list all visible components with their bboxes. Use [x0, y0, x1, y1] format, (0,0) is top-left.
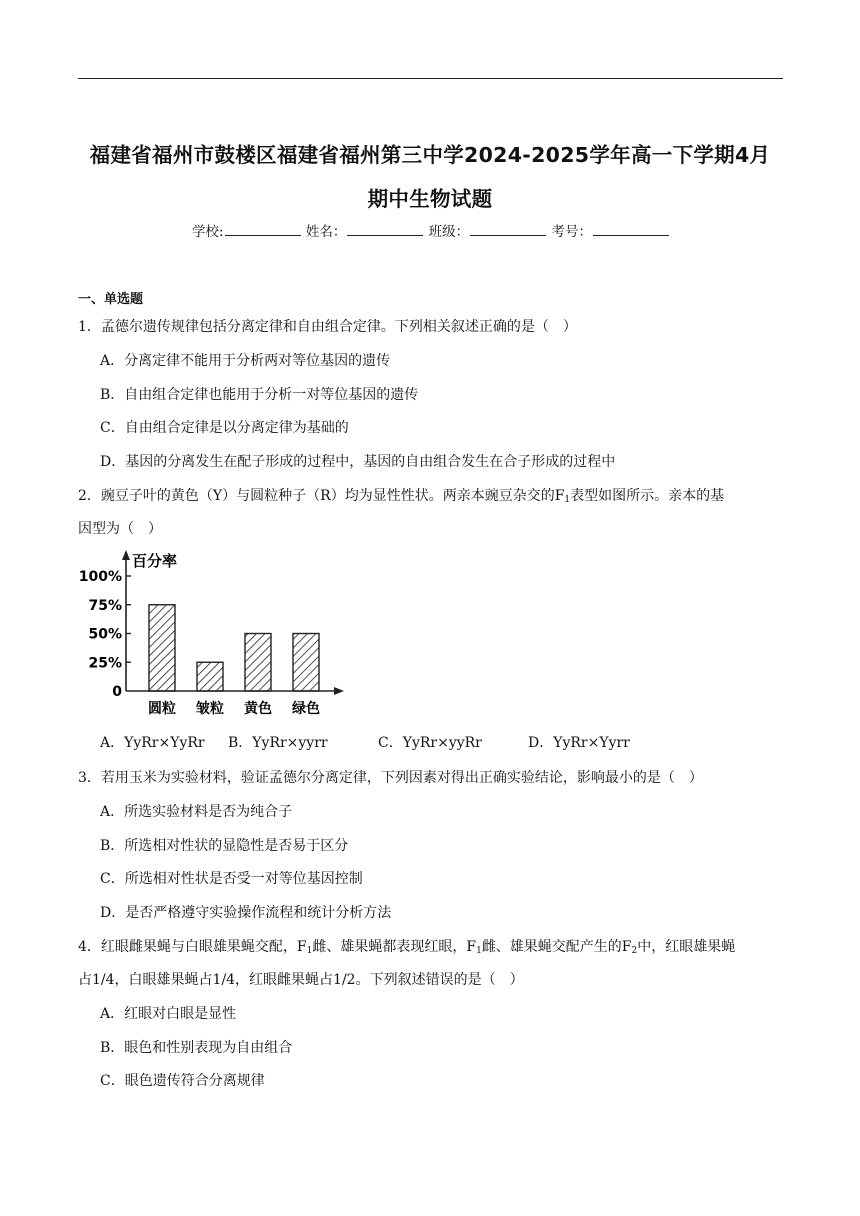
q4-subscript-1a: 1 — [306, 946, 313, 956]
q1-option-d: D．基因的分离发生在配子形成的过程中，基因的自由组合发生在合子形成的过程中 — [100, 454, 616, 470]
q3-option-d: D．是否严格遵守实验操作流程和统计分析方法 — [100, 905, 392, 921]
page-title-line2: 期中生物试题 — [367, 187, 493, 211]
class-blank[interactable] — [470, 222, 546, 236]
q4-stem-part4: 中，红眼雄果蝇 — [637, 939, 736, 955]
q4-stem-part2: 雌、雄果蝇都表现红眼，F — [312, 939, 477, 955]
q1-stem: 1．孟德尔遗传规律包括分离定律和自由组合定律。下列相关叙述正确的是（ ） — [78, 319, 577, 335]
bar-chart — [70, 548, 360, 723]
x-category-label: 皱粒 — [196, 701, 224, 717]
y-tick-label: 0 — [112, 684, 122, 700]
student-info-row — [0, 220, 860, 240]
y-tick-label: 50% — [88, 626, 122, 643]
name-blank[interactable] — [347, 222, 423, 236]
q4-option-a: A．红眼对白眼是显性 — [100, 1006, 237, 1022]
name-label: 姓名： — [305, 224, 347, 240]
school-blank[interactable] — [225, 222, 301, 236]
q2-option-d: D．YyRr×Yyrr — [528, 735, 630, 751]
exam-number-label: 考号： — [551, 224, 592, 240]
q2-stem-line2: 因型为（ ） — [78, 521, 162, 537]
q3-option-b: B．所选相对性状的显隐性是否易于区分 — [100, 838, 349, 854]
bar-绿色 — [293, 634, 319, 692]
x-category-label: 黄色 — [244, 701, 272, 717]
page-title-line1: 福建省福州市鼓楼区福建省福州第三中学2024-2025学年高一下学期4月 — [89, 143, 771, 167]
exam-number-blank[interactable] — [593, 222, 669, 236]
section-title: 一、单选题 — [78, 292, 144, 307]
q4-subscript-2: 2 — [631, 946, 638, 956]
bar-黄色 — [245, 634, 271, 692]
q4-stem-part3: 雌、雄果蝇交配产生的F — [481, 939, 632, 955]
x-category-label: 绿色 — [292, 701, 320, 717]
q3-stem: 3．若用玉米为实验材料，验证孟德尔分离定律，下列因素对得出正确实验结论，影响最小的是（ ） — [78, 770, 703, 786]
q1-option-c: C．自由组合定律是以分离定律为基础的 — [100, 420, 349, 436]
q1-option-a: A．分离定律不能用于分析两对等位基因的遗传 — [100, 353, 391, 369]
q4-stem-line2: 占1/4，白眼雄果蝇占1/4，红眼雌果蝇占1/2。下列叙述错误的是（ ） — [78, 972, 524, 988]
q2-option-b: B．YyRr×yyrr — [228, 735, 328, 751]
q4-stem-part1: 4．红眼雌果蝇与白眼雄果蝇交配，F — [78, 939, 307, 955]
q2-option-c: C．YyRr×yyRr — [378, 735, 482, 751]
y-tick-label: 25% — [88, 655, 122, 672]
q3-option-c: C．所选相对性状是否受一对等位基因控制 — [100, 871, 363, 887]
top-rule — [78, 78, 783, 79]
q4-option-c: C．眼色遗传符合分离规律 — [100, 1073, 265, 1089]
y-axis-label: 百分率 — [132, 552, 178, 570]
q2-stem-part2: 表型如图所示。亲本的基 — [570, 488, 725, 504]
q4-stem-line1 — [78, 936, 735, 956]
class-label: 班级： — [428, 224, 470, 240]
school-label: 学校: — [192, 224, 224, 240]
q2-stem-subscript: 1 — [564, 495, 571, 505]
y-tick-label: 100% — [78, 569, 122, 585]
y-axis-arrow — [122, 550, 130, 560]
x-axis-arrow — [334, 687, 344, 695]
q2-stem-part1: 2．豌豆子叶的黄色（Y）与圆粒种子（R）均为显性性状。两亲本豌豆杂交的F — [78, 488, 565, 504]
bar-皱粒 — [197, 662, 223, 691]
q4-subscript-1b: 1 — [476, 946, 482, 956]
q3-option-a: A．所选实验材料是否为纯合子 — [100, 804, 293, 820]
q2-option-a: A．YyRr×YyRr — [100, 735, 205, 751]
q2-stem — [78, 485, 724, 505]
x-category-label: 圆粒 — [148, 701, 176, 717]
q1-option-b: B．自由组合定律也能用于分析一对等位基因的遗传 — [100, 387, 419, 403]
q4-option-b: B．眼色和性别表现为自由组合 — [100, 1040, 293, 1056]
y-tick-label: 75% — [88, 597, 122, 614]
bar-圆粒 — [149, 605, 175, 691]
